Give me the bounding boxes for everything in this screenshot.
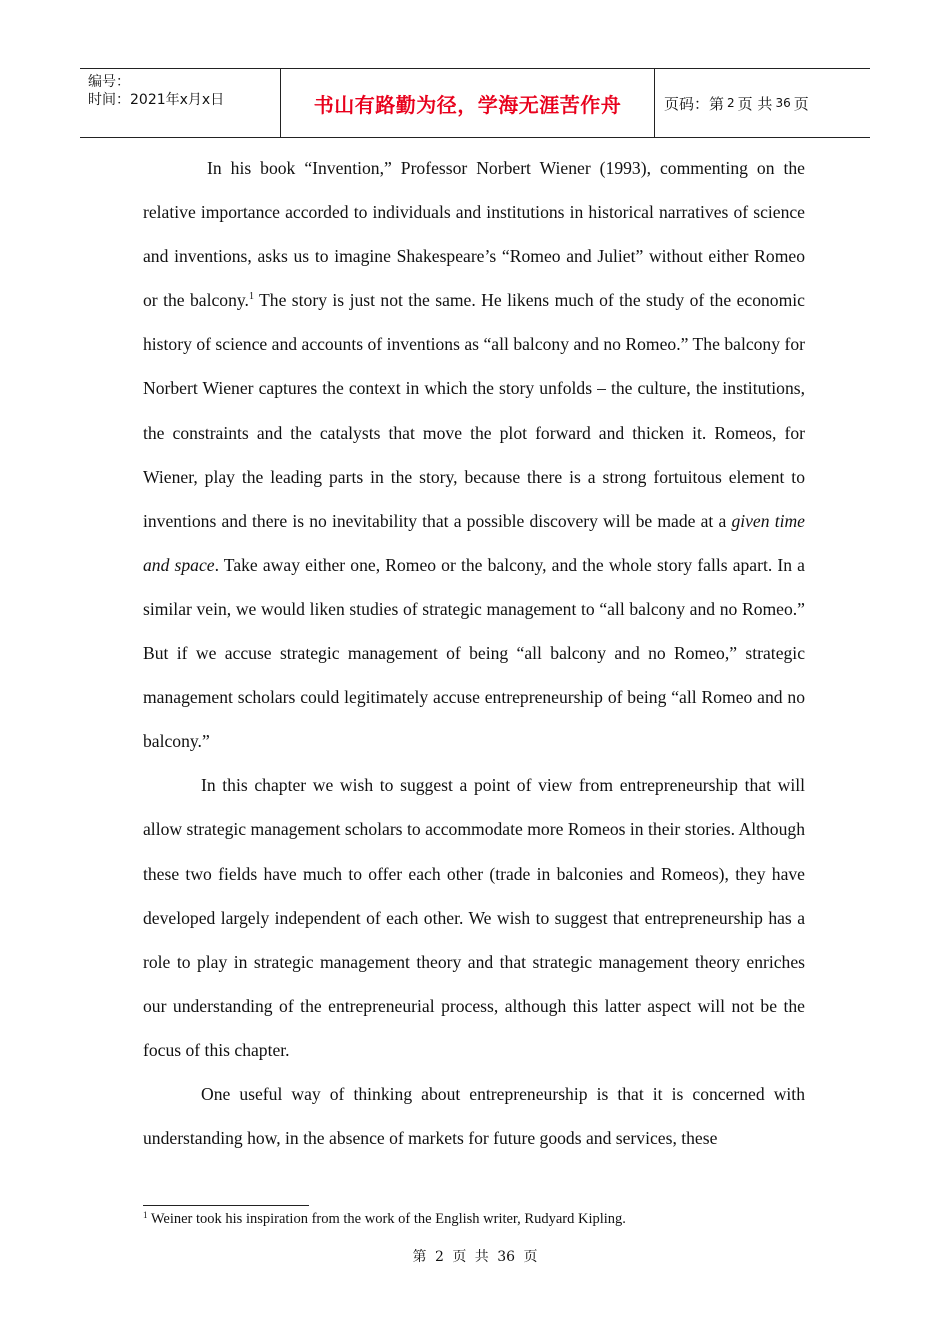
body-text: [143, 146, 805, 1160]
paragraph-1-part-b: The story is just not the same. He likens much of the study of the economic history of science and accounts of inventions as “all balcony and no Romeo.” The balcony for Norbert Wiener captures the context in which the story unfolds – the culture, the institutions, the constraints and the catalysts that move the plot forward and thicken it. Romeos, for Wiener, play the leading parts in the story, because there is a strong fortuitous element to inventions and there is no inevitability that a possible discovery will be made at a: [143, 290, 805, 531]
footer-word-ye: 页: [452, 1249, 467, 1265]
header-page-total: 36: [775, 96, 791, 110]
footer-word-gong: 共: [474, 1249, 489, 1265]
paragraph-2: In this chapter we wish to suggest a point of view from entrepreneurship that will allow strategic management scholars to accommodate more Romeos in their stories. Although these two fields have much to offer each other (trade in balconies and Romeos), they have developed largely independent of each other. We wish to suggest that entrepreneurship has a role to play in strategic management theory and that strategic management theory enriches our understanding of the entrepreneurial process, although this latter aspect will not be the focus of this chapter.: [143, 775, 805, 1060]
header-page-mid: 页 共: [737, 94, 773, 113]
footer-page-current: 2: [434, 1249, 444, 1265]
footnote: [143, 1210, 626, 1228]
header-info-cell: [80, 69, 281, 137]
footer-word-ye-2: 页: [523, 1249, 538, 1265]
footnote-reference[interactable]: 1: [248, 291, 254, 303]
header-page-current: 2: [727, 96, 735, 110]
header-page-suffix: 页: [793, 94, 809, 113]
header-motto-cell: [281, 69, 655, 137]
page-footer: [0, 1246, 950, 1266]
footer-word-di: 第: [412, 1249, 427, 1265]
paragraph-3: One useful way of thinking about entrepreneurship is that it is concerned with understanding how, in the absence of markets for future goods and services, these: [143, 1083, 805, 1149]
header-page-cell: [655, 69, 870, 137]
document-time-label: 时间：2021年x月x日: [88, 92, 225, 108]
footer-page-total: 36: [497, 1249, 516, 1265]
paragraph-1: [143, 146, 805, 763]
paragraph-1-part-a: In his book “Invention,” Professor Norbert Wiener (1993), commenting on the relative importance accorded to individuals and institutions in historical narratives of science and inventions, asks us to imagine Shakespeare’s “Romeo and Juliet” without either Romeo or the balcony.: [143, 158, 805, 311]
footnote-marker: 1: [143, 1210, 148, 1220]
header-page-prefix: 页码：第: [664, 94, 725, 113]
header-motto: 书山有路勤为径，学海无涯苦作舟: [313, 92, 622, 117]
footnote-text: Weiner took his inspiration from the work of the English writer, Rudyard Kipling.: [147, 1211, 626, 1227]
paragraph-1-part-c: . Take away either one, Romeo or the balcony, and the whole story falls apart. In a similar vein, we would liken studies of strategic management to “all balcony and no Romeo.” But if we accuse strategic management of being “all balcony and no Romeo,” strategic management scholars could legitimately accuse entrepreneurship of being “all Romeo and no balcony.”: [143, 554, 805, 752]
italic-phrase: given time and space: [143, 510, 805, 575]
footnote-separator: [143, 1205, 309, 1206]
document-number-label: 编号：: [88, 74, 130, 90]
page-header: [80, 68, 870, 138]
